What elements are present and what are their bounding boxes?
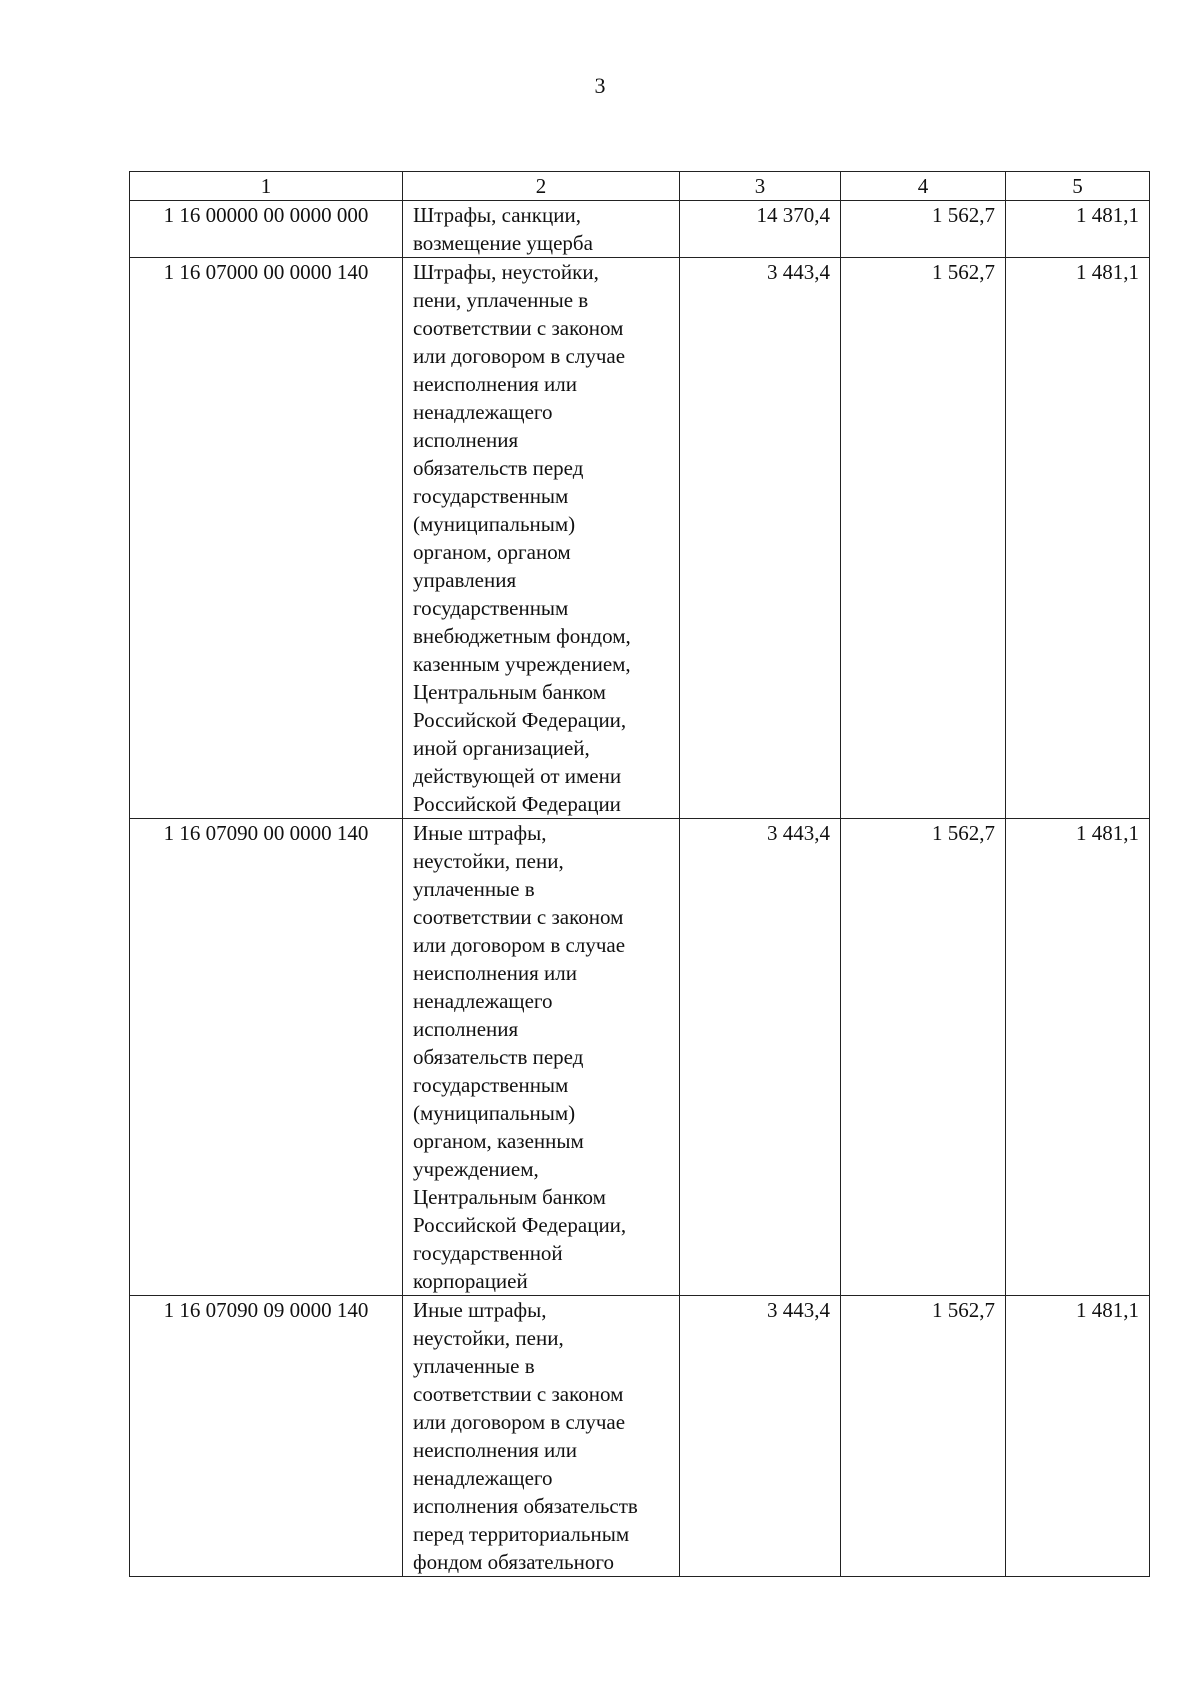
budget-classification-code: 1 16 07090 00 0000 140 (130, 819, 403, 1296)
revenue-name-line: соответствии с законом (413, 905, 624, 929)
revenue-name (403, 1296, 680, 1577)
revenue-name-line: фондом обязательного (413, 1550, 614, 1574)
revenue-name-line: уплаченные в (413, 877, 535, 901)
column-header-3: 3 (680, 172, 841, 201)
amount-column-5: 1 481,1 (1006, 1296, 1150, 1577)
revenue-name-line: Штрафы, неустойки, (413, 260, 599, 284)
revenue-name-line: государственным (413, 484, 569, 508)
revenue-name-line: или договором в случае (413, 1410, 626, 1434)
table-row (130, 201, 1150, 258)
column-number-row (130, 172, 1150, 201)
table-row (130, 819, 1150, 1296)
revenue-name-line: уплаченные в (413, 1354, 535, 1378)
revenue-name-line: Иные штрафы, (413, 1298, 547, 1322)
amount-column-5: 1 481,1 (1006, 258, 1150, 819)
page-number: 3 (594, 73, 606, 98)
revenue-name-line: обязательств перед (413, 456, 584, 480)
revenue-name-line: или договором в случае (413, 933, 626, 957)
revenue-name-line: неустойки, пени, (413, 849, 564, 873)
revenue-name-line: (муниципальным) (413, 1101, 576, 1125)
revenue-name-line: неустойки, пени, (413, 1326, 564, 1350)
revenue-name (403, 201, 680, 258)
revenue-name-line: обязательств перед (413, 1045, 584, 1069)
revenue-name-line: управления (413, 568, 517, 592)
budget-classification-code: 1 16 07000 00 0000 140 (130, 258, 403, 819)
revenue-name-line: Штрафы, санкции, (413, 203, 581, 227)
column-header-1: 1 (130, 172, 403, 201)
revenue-name-line: Российской Федерации (413, 792, 621, 816)
revenue-name-line: учреждением, (413, 1157, 539, 1181)
table-row (130, 1296, 1150, 1577)
amount-column-3: 3 443,4 (680, 258, 841, 819)
amount-column-3: 14 370,4 (680, 201, 841, 258)
amount-column-5: 1 481,1 (1006, 201, 1150, 258)
amount-column-3: 3 443,4 (680, 1296, 841, 1577)
revenue-name-line: ненадлежащего (413, 400, 553, 424)
revenue-name-line: ненадлежащего (413, 989, 553, 1013)
revenue-name-line: исполнения (413, 1017, 519, 1041)
column-header-4: 4 (841, 172, 1006, 201)
column-header-5: 5 (1006, 172, 1150, 201)
revenue-name-line: перед территориальным (413, 1522, 630, 1546)
revenue-name-line: органом, органом (413, 540, 571, 564)
budget-revenue-table (129, 171, 1150, 1577)
revenue-name-line: исполнения обязательств (413, 1494, 638, 1518)
column-header-2: 2 (403, 172, 680, 201)
amount-column-4: 1 562,7 (841, 258, 1006, 819)
revenue-name-line: ненадлежащего (413, 1466, 553, 1490)
table-body (130, 201, 1150, 1577)
table-row (130, 258, 1150, 819)
amount-column-5: 1 481,1 (1006, 819, 1150, 1296)
revenue-name-line: пени, уплаченные в (413, 288, 589, 312)
revenue-name-line: неисполнения или (413, 1438, 577, 1462)
revenue-name-line: органом, казенным (413, 1129, 584, 1153)
amount-column-4: 1 562,7 (841, 201, 1006, 258)
revenue-name-line: внебюджетным фондом, (413, 624, 631, 648)
revenue-name-line: государственным (413, 596, 569, 620)
revenue-name-line: неисполнения или (413, 961, 577, 985)
revenue-name-line: Центральным банком (413, 680, 606, 704)
revenue-name-line: (муниципальным) (413, 512, 576, 536)
revenue-name-line: или договором в случае (413, 344, 626, 368)
revenue-name-line: Иные штрафы, (413, 821, 547, 845)
revenue-name-line: корпорацией (413, 1269, 528, 1293)
revenue-name-line: государственным (413, 1073, 569, 1097)
budget-classification-code: 1 16 00000 00 0000 000 (130, 201, 403, 258)
revenue-name-line: Российской Федерации, (413, 1213, 627, 1237)
amount-column-3: 3 443,4 (680, 819, 841, 1296)
budget-classification-code: 1 16 07090 09 0000 140 (130, 1296, 403, 1577)
revenue-name-line: иной организацией, (413, 736, 590, 760)
amount-column-4: 1 562,7 (841, 819, 1006, 1296)
revenue-name-line: государственной (413, 1241, 563, 1265)
revenue-name-line: казенным учреждением, (413, 652, 631, 676)
revenue-name-line: действующей от имени (413, 764, 622, 788)
revenue-name-line: неисполнения или (413, 372, 577, 396)
revenue-name-line: соответствии с законом (413, 1382, 624, 1406)
revenue-name-line: соответствии с законом (413, 316, 624, 340)
revenue-name-line: Российской Федерации, (413, 708, 627, 732)
revenue-name (403, 258, 680, 819)
revenue-name (403, 819, 680, 1296)
revenue-name-line: Центральным банком (413, 1185, 606, 1209)
amount-column-4: 1 562,7 (841, 1296, 1006, 1577)
revenue-name-line: исполнения (413, 428, 519, 452)
revenue-name-line: возмещение ущерба (413, 231, 593, 255)
